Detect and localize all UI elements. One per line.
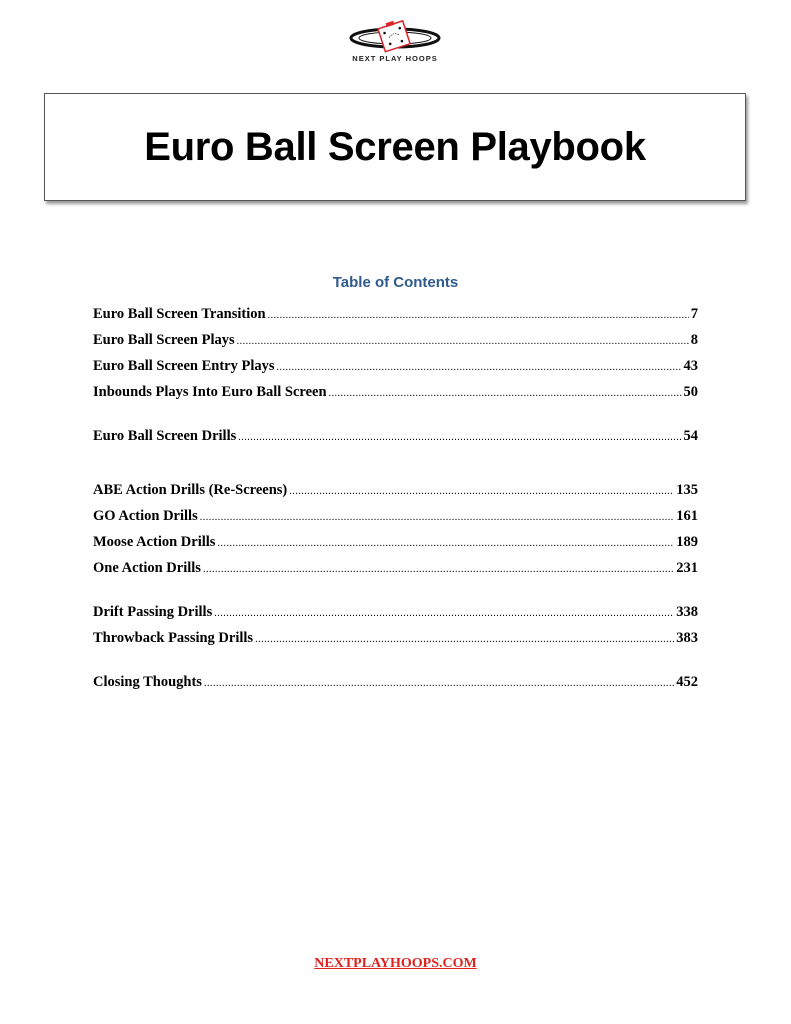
toc-entry[interactable] — [93, 384, 698, 410]
table-of-contents — [93, 306, 698, 700]
toc-entry-label: GO Action Drills — [93, 508, 198, 524]
toc-entry[interactable] — [93, 482, 698, 508]
clipboard-play-diagram-icon — [335, 18, 455, 54]
toc-leader-dots — [237, 336, 689, 347]
toc-entry-label: ABE Action Drills (Re-Screens) — [93, 482, 288, 498]
toc-entry[interactable] — [93, 674, 698, 700]
toc-entry-label: Euro Ball Screen Entry Plays — [93, 358, 275, 374]
toc-entry-label: Euro Ball Screen Transition — [93, 306, 266, 322]
toc-entry-page: 54 — [683, 428, 698, 444]
toc-entry[interactable] — [93, 358, 698, 384]
toc-entry[interactable] — [93, 630, 698, 656]
toc-entry-page: 189 — [676, 534, 698, 550]
toc-leader-dots — [204, 678, 674, 689]
page-title: Euro Ball Screen Playbook — [144, 124, 646, 169]
toc-entry-page: 338 — [676, 604, 698, 620]
toc-entry[interactable] — [93, 428, 698, 454]
toc-entry-label: Inbounds Plays Into Euro Ball Screen — [93, 384, 327, 400]
toc-leader-dots — [200, 512, 675, 523]
toc-entry[interactable] — [93, 534, 698, 560]
toc-entry-label: Euro Ball Screen Drills — [93, 428, 237, 444]
toc-entry-label: Closing Thoughts — [93, 674, 202, 690]
toc-entry-page: 135 — [676, 482, 698, 498]
logo — [335, 18, 455, 64]
toc-entry-page: 231 — [676, 560, 698, 576]
toc-leader-dots — [214, 608, 674, 619]
toc-leader-dots — [217, 538, 674, 549]
toc-entry-page: 50 — [683, 384, 698, 400]
toc-leader-dots — [329, 388, 682, 399]
toc-leader-dots — [203, 564, 674, 575]
toc-entry-page: 8 — [690, 332, 698, 348]
toc-entry-label: One Action Drills — [93, 560, 201, 576]
toc-entry-label: Throwback Passing Drills — [93, 630, 254, 646]
toc-leader-dots — [277, 362, 682, 373]
toc-entry[interactable] — [93, 560, 698, 586]
toc-entry-label: Moose Action Drills — [93, 534, 216, 550]
toc-entry-page: 383 — [676, 630, 698, 646]
toc-entry-page: 43 — [683, 358, 698, 374]
toc-leader-dots — [268, 310, 689, 321]
toc-heading: Table of Contents — [332, 274, 459, 291]
toc-entry-page: 7 — [690, 306, 698, 322]
toc-leader-dots — [238, 432, 681, 443]
toc-entry-page: 452 — [676, 674, 698, 690]
toc-entry-page: 161 — [676, 508, 698, 524]
toc-leader-dots — [289, 486, 674, 497]
toc-entry[interactable] — [93, 332, 698, 358]
toc-entry[interactable] — [93, 508, 698, 534]
logo-text: NEXT PLAY HOOPS — [352, 54, 438, 63]
toc-leader-dots — [255, 634, 674, 645]
toc-entry-label: Euro Ball Screen Plays — [93, 332, 235, 348]
website-link[interactable]: NEXTPLAYHOOPS.COM — [314, 956, 477, 971]
toc-entry[interactable] — [93, 306, 698, 332]
title-box — [44, 93, 746, 201]
toc-entry[interactable] — [93, 604, 698, 630]
toc-entry-label: Drift Passing Drills — [93, 604, 213, 620]
